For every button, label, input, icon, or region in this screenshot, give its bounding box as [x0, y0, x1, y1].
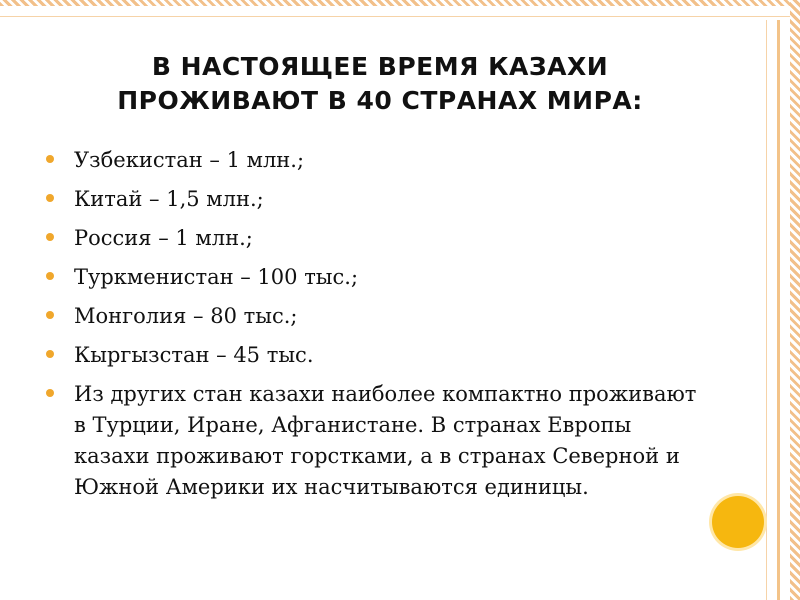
- decorative-right-line: [777, 20, 780, 600]
- decorative-top-line: [0, 16, 800, 17]
- list-item-text: Узбекистан – 1 млн.;: [74, 148, 305, 172]
- bullet-icon: [46, 350, 54, 358]
- list-item-text: Туркменистан – 100 тыс.;: [74, 265, 359, 289]
- bullet-icon: [46, 311, 54, 319]
- list-item: [42, 262, 702, 292]
- list-item: [42, 223, 702, 253]
- list-item-text: Монголия – 80 тыс.;: [74, 304, 298, 328]
- list-item-text: Кыргызстан – 45 тыс.: [74, 343, 314, 367]
- country-list: [42, 145, 702, 512]
- slide-title-line-2: ПРОЖИВАЮТ В 40 СТРАНАХ МИРА:: [117, 86, 643, 115]
- list-item-paragraph: [42, 379, 702, 503]
- list-item: [42, 184, 702, 214]
- list-item: [42, 301, 702, 331]
- bullet-icon: [46, 233, 54, 241]
- bullet-icon: [46, 194, 54, 202]
- list-item-text: Из других стан казахи наиболее компактно проживают в Турции, Иране, Афганистане. В странах Европы казахи проживают горстками, а в странах Северной и Южной Америки их насчитываются единицы.: [74, 382, 697, 499]
- slide-title: [40, 50, 720, 118]
- bullet-icon: [46, 272, 54, 280]
- list-item-text: Китай – 1,5 млн.;: [74, 187, 264, 211]
- decorative-circle-icon: [712, 496, 764, 548]
- slide-title-line-1: В НАСТОЯЩЕЕ ВРЕМЯ КАЗАХИ: [151, 52, 609, 81]
- list-item-text: Россия – 1 млн.;: [74, 226, 253, 250]
- decorative-top-border: [0, 0, 800, 6]
- bullet-icon: [46, 155, 54, 163]
- decorative-right-thin-line: [766, 20, 767, 600]
- list-item: [42, 145, 702, 175]
- list-item: [42, 340, 702, 370]
- decorative-right-border: [790, 0, 800, 600]
- bullet-icon: [46, 389, 54, 397]
